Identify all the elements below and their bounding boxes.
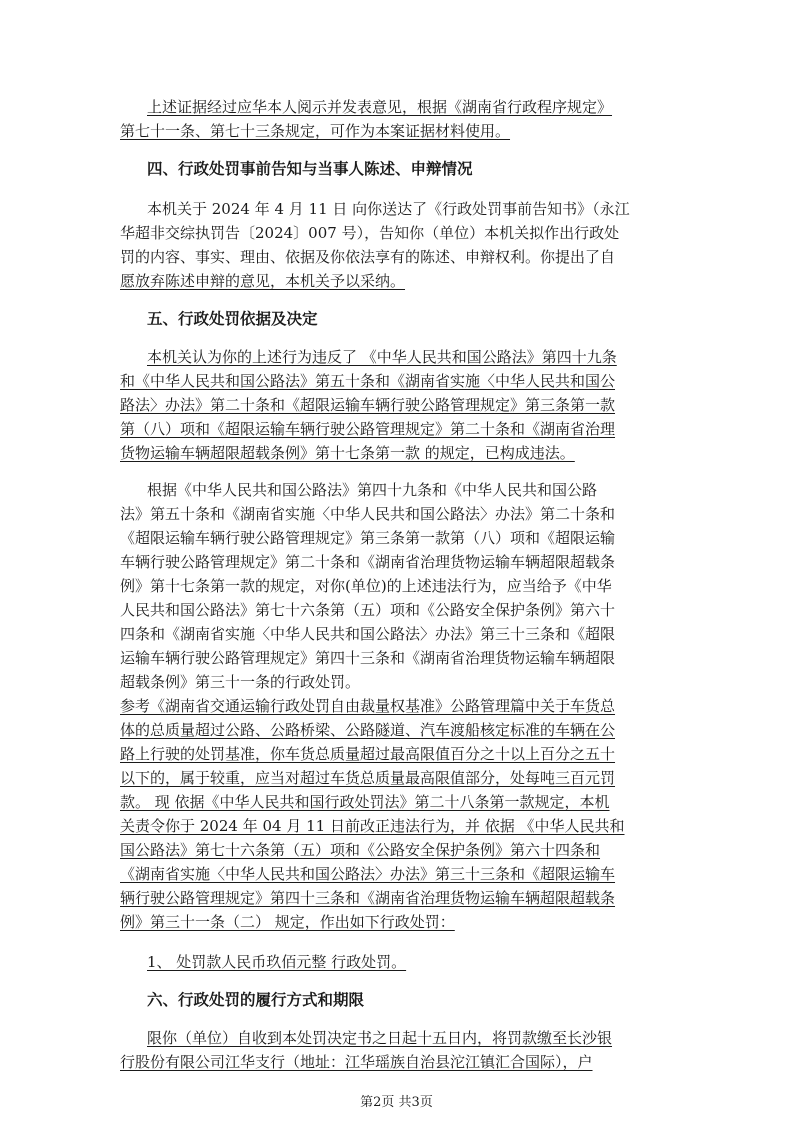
section-6-heading: 六、行政处罚的履行方式和期限	[147, 991, 365, 1009]
basis-line-6: 人民共和国公路法》第七十六条第（五）项和《公路安全保护条例》第六十	[120, 601, 616, 619]
basis-line-9: 超载条例》第三十一条的行政处罚。	[120, 673, 361, 691]
basis-line-14: 款。 现 依据《中华人民共和国行政处罚法》第二十八条第一款规定，本机	[120, 793, 610, 811]
page-number: 第2页 共3页	[360, 1095, 433, 1110]
basis-line-16: 国公路法》第七十六条第（五）项和《公路安全保护条例》第六十四条和	[120, 841, 601, 859]
section-5-heading: 五、行政处罚依据及决定	[147, 310, 318, 328]
basis-line-11: 体的总质量超过公路、公路桥梁、公路隧道、汽车渡船核定标准的车辆在公	[120, 721, 616, 739]
basis-line-18: 辆行驶公路管理规定》第四十三条和《湖南省治理货物运输车辆超限超载条	[120, 889, 616, 907]
section-4-line-4: 愿放弃陈述申辩的意见，本机关予以采纳。	[120, 272, 406, 290]
basis-line-13: 以下的，属于较重，应当对超过车货总质量最高限值部分，处每吨三百元罚	[120, 769, 616, 787]
payment-line-2: 行股份有限公司江华支行（地址：江华瑶族自治县沱江镇汇合国际），户	[120, 1053, 593, 1071]
basis-line-17: 《湖南省实施〈中华人民共和国公路法〉办法》第三十三条和《超限运输车	[120, 865, 616, 883]
evidence-line-1: 上述证据经过应华本人阅示并发表意见，根据《湖南省行政程序规定》	[147, 98, 613, 116]
violation-line-2: 和《中华人民共和国公路法》第五十条和《湖南省实施〈中华人民共和国公	[120, 372, 616, 390]
violation-line-5: 货物运输车辆超限超载条例》第十七条第一款 的规定，已构成违法。	[120, 444, 575, 462]
basis-line-5: 例》第十七条第一款的规定，对你(单位)的上述违法行为，应当给予《中华	[120, 577, 612, 595]
basis-line-7: 四条和《湖南省实施〈中华人民共和国公路法〉办法》第三十三条和《超限	[120, 625, 616, 643]
basis-line-2: 法》第五十条和《湖南省实施〈中华人民共和国公路法〉办法》第二十条和	[120, 505, 616, 523]
section-4-line-2: 华超非交综执罚告〔2024〕007 号），告知你（单位）本机关拟作出行政处	[120, 224, 620, 242]
basis-line-3: 《超限运输车辆行驶公路管理规定》第三条第一款第（八）项和《超限运输	[120, 529, 616, 547]
violation-line-4: 第（八）项和《超限运输车辆行驶公路管理规定》第二十条和《湖南省治理	[120, 420, 616, 438]
basis-line-15: 关责令你于 2024 年 04 月 11 日前改正违法行为，并 依据 《中华人民共和	[120, 817, 625, 835]
payment-line-1: 限你（单位）自收到本处罚决定书之日起十五日内，将罚款缴至长沙银	[147, 1029, 613, 1047]
evidence-line-2: 第七十一条、第七十三条规定，可作为本案证据材料使用。	[120, 122, 511, 140]
section-4-line-3: 罚的内容、事实、理由、依据及你依法享有的陈述、申辩权利。你提出了自	[120, 248, 616, 266]
penalty-decision: 1、 处罚款人民币玖佰元整 行政处罚。	[147, 953, 407, 971]
basis-line-1: 根据《中华人民共和国公路法》第四十九条和《中华人民共和国公路	[147, 481, 598, 499]
basis-line-10: 参考《湖南省交通运输行政处罚自由裁量权基准》公路管理篇中关于车货总	[120, 697, 616, 715]
basis-line-8: 运输车辆行驶公路管理规定》第四十三条和《湖南省治理货物运输车辆超限	[120, 649, 616, 667]
section-4-line-1: 本机关于 2024 年 4 月 11 日 向你送达了《行政处罚事前告知书》（永江	[147, 200, 630, 218]
violation-line-3: 路法〉办法》第二十条和《超限运输车辆行驶公路管理规定》第三条第一款	[120, 396, 616, 414]
violation-line-1: 本机关认为你的上述行为违反了 《中华人民共和国公路法》第四十九条	[147, 348, 617, 366]
basis-line-12: 路上行驶的处罚基准，你车货总质量超过最高限值百分之十以上百分之五十	[120, 745, 616, 763]
basis-line-4: 车辆行驶公路管理规定》第二十条和《湖南省治理货物运输车辆超限超载条	[120, 553, 616, 571]
basis-line-19: 例》第三十一条（二） 规定，作出如下行政处罚：	[120, 913, 455, 931]
section-4-heading: 四、行政处罚事前告知与当事人陈述、申辩情况	[147, 160, 473, 178]
